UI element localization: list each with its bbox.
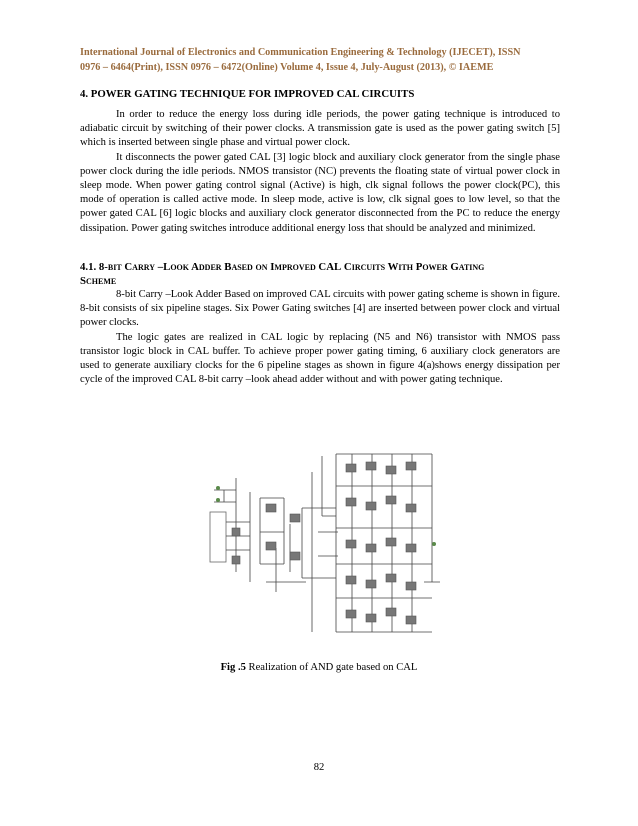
figure-caption-label: Fig .5 <box>220 662 246 673</box>
section-4-body <box>80 108 560 236</box>
section-4-paragraph-2: It disconnects the power gated CAL [3] logic block and auxiliary clock generator from the single phase power clock during the idle periods. NMOS transistor (NC) prevents the floating state of virtual power clock in sleep mode. When power gating control signal (Active) is high, clk signal follows the power clock(PC), this mode of operation is called active mode. In sleep mode, active is low, clk signal goes to low level, so that the power gated CAL [6] logic blocks and auxiliary clock generator disconnected from the PC to reduce the energy dissipation. Power gating switches introduce additional energy loss that should be analyzed and minimized. <box>80 151 560 234</box>
section-4-1-title-part-4: Circuits With Power Gating <box>341 261 485 273</box>
section-4-1-number: 4.1. 8- <box>80 261 108 273</box>
section-4-1-body <box>80 288 560 387</box>
section-4-1-paragraph-2: The logic gates are realized in CAL logic by replacing (N5 and N6) transistor with NMOS pass transistor logic block in CAL buffer. To achieve proper power gating timing, 6 auxiliary clock generators are used to generate auxiliary clocks for the 6 pipeline stages as shown in figure 4(a)shows energy dissipation per cycle of the improved CAL 8-bit carry –look ahead adder without and with power gating technique. <box>80 331 560 386</box>
page-number: 82 <box>313 762 325 773</box>
journal-header-line-2: 0976 – 6464(Print), ISSN 0976 – 6472(Online) Volume 4, Issue 4, July-August (2013), © IAEME <box>80 62 494 73</box>
section-4-1-title-part-5: Scheme <box>80 275 117 287</box>
section-4-1-title-part-3: CAL <box>318 261 342 273</box>
cal-and-gate-schematic <box>206 432 446 650</box>
figure-caption <box>0 662 638 673</box>
journal-header-line-1: International Journal of Electronics and Communication Engineering & Technology (IJECET), ISSN <box>80 47 521 58</box>
figure-caption-text: Realization of AND gate based on CAL <box>245 662 418 673</box>
section-4-1-title-part-1: bit Carry <box>107 261 156 273</box>
section-4-1-paragraph-1: 8-bit Carry –Look Adder Based on improved CAL circuits with power gating scheme is shown in figure. 8-bit consists of six pipeline stages. Six Power Gating switches [4] are inserted between power clock and virtual power clocks. <box>80 289 560 329</box>
section-4-1-title <box>80 260 560 288</box>
section-4-1-title-part-2: –Look Adder Based on Improved <box>155 261 319 273</box>
section-4-paragraph-1: In order to reduce the energy loss during idle periods, the power gating technique is introduced to adiabatic circuit by switching of their power clocks. A transmission gate is used as the power gating switch [5] which is inserted between single phase and virtual power clock. <box>80 109 560 149</box>
circuit-schematic-figure <box>206 432 446 650</box>
section-4-title: 4. POWER GATING TECHNIQUE FOR IMPROVED CAL CIRCUITS <box>80 88 415 100</box>
journal-header <box>80 45 560 75</box>
